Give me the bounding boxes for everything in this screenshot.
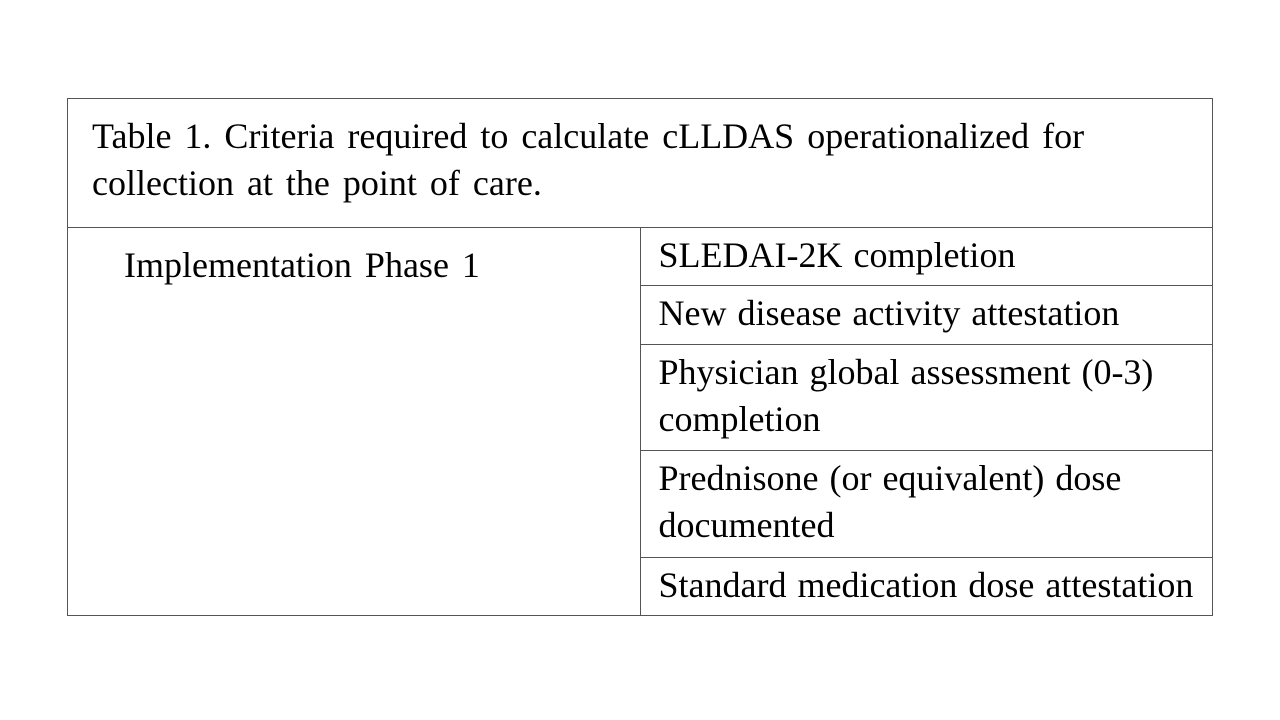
- criterion-cell: [640, 345, 1213, 451]
- criteria-table: [67, 98, 1213, 616]
- table-caption-row: [68, 99, 1213, 228]
- criterion-cell: [640, 286, 1213, 345]
- criterion-cell: [640, 558, 1213, 616]
- phase-cell: [68, 228, 641, 616]
- criterion-text: Physician global assessment (0-3) completion: [658, 352, 1154, 439]
- criterion-text: Standard medication dose attestation: [658, 565, 1194, 605]
- criterion-text: SLEDAI-2K completion: [658, 235, 1016, 275]
- table-caption: Table 1. Criteria required to calculate cLLDAS operationalized for collection at the point of care.: [92, 116, 1085, 203]
- phase-label: Implementation Phase 1: [124, 245, 480, 285]
- criterion-cell: [640, 228, 1213, 286]
- criterion-cell: [640, 451, 1213, 558]
- table-caption-cell: [68, 99, 1213, 228]
- criterion-text: New disease activity attestation: [658, 293, 1120, 333]
- criterion-text: Prednisone (or equivalent) dose documented: [658, 458, 1122, 545]
- table-row: [68, 228, 1213, 286]
